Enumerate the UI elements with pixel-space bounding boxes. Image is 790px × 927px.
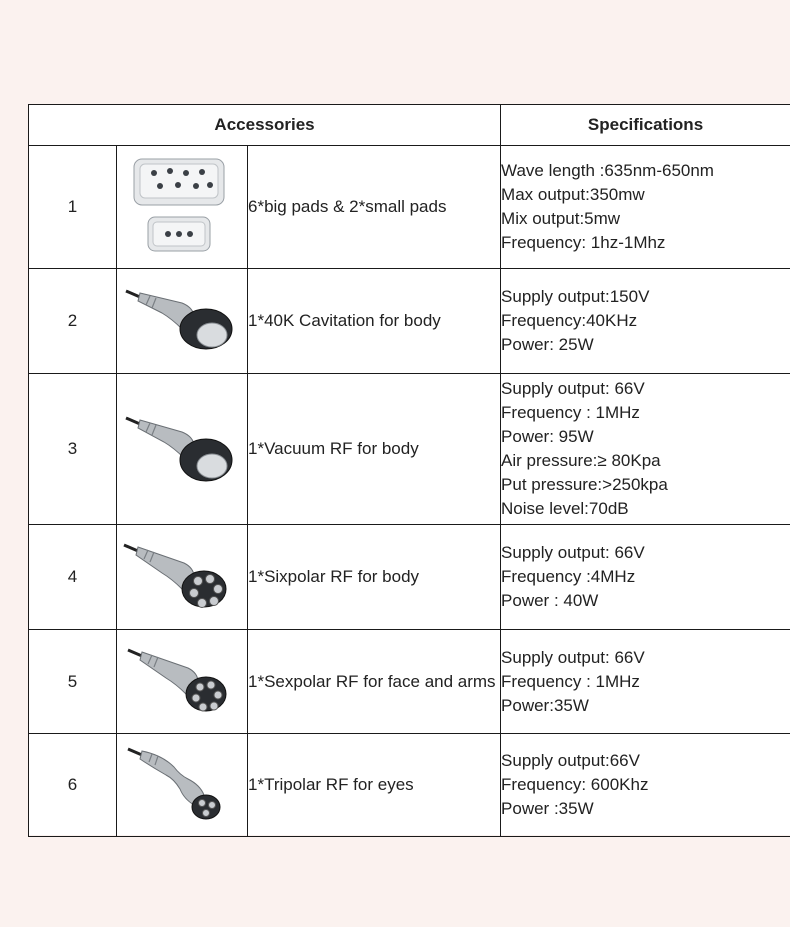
spec-line: Supply output:66V: [501, 751, 640, 770]
spec-cell: [501, 269, 790, 374]
spec-line: Frequency :4MHz: [501, 567, 636, 586]
spec-cell: [501, 525, 790, 630]
product-image-cell: [117, 734, 248, 837]
specifications-header: Specifications: [501, 105, 790, 146]
accessories-header: Accessories: [29, 105, 501, 146]
pads-icon: [126, 155, 238, 259]
spec-line: Put pressure:>250kpa: [501, 475, 668, 494]
spec-line: Power: 25W: [501, 335, 594, 354]
row-number: 6: [29, 734, 117, 837]
row-number: 4: [29, 525, 117, 630]
row-number: 2: [29, 269, 117, 374]
header-row: [29, 105, 790, 146]
product-image-cell: [117, 374, 248, 525]
spec-cell: [501, 146, 790, 269]
sixpolar-rf-probe-icon: [122, 535, 242, 619]
spec-cell: [501, 734, 790, 837]
spec-line: Air pressure:≥ 80Kpa: [501, 451, 661, 470]
row-number: 1: [29, 146, 117, 269]
product-image-cell: [117, 525, 248, 630]
table-row: [29, 734, 790, 837]
table-row: [29, 374, 790, 525]
spec-line: Power: 95W: [501, 427, 594, 446]
table-row: [29, 525, 790, 630]
accessory-name: 6*big pads & 2*small pads: [248, 146, 501, 269]
spec-line: Supply output:150V: [501, 287, 650, 306]
spec-line: Noise level:70dB: [501, 499, 629, 518]
spec-line: Power : 40W: [501, 591, 599, 610]
product-image-cell: [117, 269, 248, 374]
spec-line: Frequency: 1hz-1Mhz: [501, 233, 666, 252]
table-row: [29, 630, 790, 734]
spec-line: Frequency: 600Khz: [501, 775, 649, 794]
row-number: 5: [29, 630, 117, 734]
spec-line: Frequency : 1MHz: [501, 403, 640, 422]
spec-cell: [501, 374, 790, 525]
table-row: [29, 146, 790, 269]
sexpolar-rf-probe-icon: [122, 640, 242, 724]
spec-line: Supply output: 66V: [501, 543, 645, 562]
accessory-name: 1*Vacuum RF for body: [248, 374, 501, 525]
row-number: 3: [29, 374, 117, 525]
accessory-name: 1*Tripolar RF for eyes: [248, 734, 501, 837]
accessories-table: [28, 104, 790, 837]
spec-line: Max output:350mw: [501, 185, 645, 204]
spec-sheet: [28, 104, 790, 835]
cavitation-probe-icon: [122, 281, 242, 361]
spec-line: Wave length :635nm-650nm: [501, 161, 714, 180]
product-image-cell: [117, 146, 248, 269]
tripolar-rf-probe-icon: [122, 741, 242, 829]
table-row: [29, 269, 790, 374]
spec-line: Supply output: 66V: [501, 379, 645, 398]
spec-line: Supply output: 66V: [501, 647, 645, 667]
accessory-name: 1*Sixpolar RF for body: [248, 525, 501, 630]
product-image-cell: [117, 630, 248, 734]
accessory-name: 1*Sexpolar RF for face and arms: [248, 630, 501, 734]
spec-cell: [501, 630, 790, 734]
accessory-name: 1*40K Cavitation for body: [248, 269, 501, 374]
spec-line: Power :35W: [501, 799, 594, 818]
spec-line: Power:35W: [501, 695, 589, 715]
spec-line: Frequency:40KHz: [501, 311, 638, 330]
vacuum-rf-probe-icon: [122, 406, 242, 492]
spec-line: Frequency : 1MHz: [501, 671, 640, 691]
spec-line: Mix output:5mw: [501, 209, 621, 228]
